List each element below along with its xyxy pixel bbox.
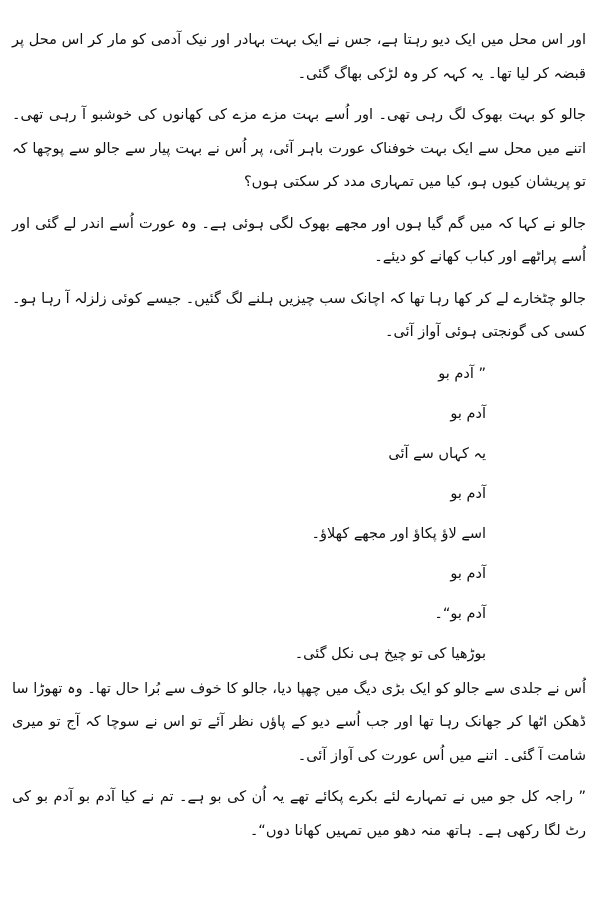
verse-line: آدم بو“۔ bbox=[434, 605, 486, 622]
paragraph: ” راجہ کل جو میں نے تمہارے لئے بکرے پکائے تھے یہ اُن کی بو ہے۔ تم نے کیا آدم بو آدم بو کی رٹ لگا رکھی ہے۔ ہاتھ منہ دھو میں تمہیں کھانا دوں“۔ bbox=[12, 789, 586, 839]
paragraph: جالو کو بہت بھوک لگ رہی تھی۔ اور اُسے بہت مزے مزے کی کھانوں کی خوشبو آ رہی تھی۔ اتنے میں محل سے ایک بہت خوفناک عورت باہر آئی، پر اُس نے بہت پیار سے جالو سے پوچھا کہ تو پریشان کیوں ہو، کیا میں تمہاری مدد کر سکتی ہوں؟ bbox=[12, 107, 586, 190]
paragraph: اور اس محل میں ایک دیو رہتا ہے، جس نے ایک بہت بہادر اور نیک آدمی کو مار کر اس محل پر قبضہ کر لیا تھا۔ یہ کہہ کر وہ لڑکی بھاگ گئی۔ bbox=[12, 32, 586, 82]
verse-line: ” آدم بو bbox=[438, 365, 486, 382]
paragraph: جالو چٹخارے لے کر کھا رہا تھا کہ اچانک سب چیزیں ہلنے لگ گئیں۔ جیسے کوئی زلزلہ آ رہا ہو۔ کسی کی گونجتی ہوئی آواز آئی۔ bbox=[12, 290, 586, 340]
verse-line: بوڑھیا کی تو چیخ ہی نکل گئی۔ bbox=[294, 645, 486, 662]
paragraph: اُس نے جلدی سے جالو کو ایک بڑی دیگ میں چھپا دیا، جالو کا خوف سے بُرا حال تھا۔ وہ تھوڑا سا ڈھکن اٹھا کر جھانک رہا تھا اور جب اُسے دیو کے پاؤں نظر آئے تو اس نے سوچا کہ آج تو میری شامت آ گئی۔ اتنے میں اُس عورت کی آواز آئی۔ bbox=[12, 680, 586, 764]
verse-line: آدم بو bbox=[450, 565, 486, 582]
paragraph: جالو نے کہا کہ میں گم گیا ہوں اور مجھے بھوک لگی ہوئی ہے۔ وہ عورت اُسے اندر لے گئی اور اُسے پراٹھے اور کباب کھانے کو دیئے۔ bbox=[12, 215, 586, 265]
verse-line: آدم بو bbox=[450, 485, 486, 502]
verse-line: آدم بو bbox=[450, 405, 486, 422]
verse-line: یہ کہاں سے آئی bbox=[388, 445, 486, 462]
verse-line: اسے لاؤ پکاؤ اور مجھے کھلاؤ۔ bbox=[311, 525, 486, 542]
